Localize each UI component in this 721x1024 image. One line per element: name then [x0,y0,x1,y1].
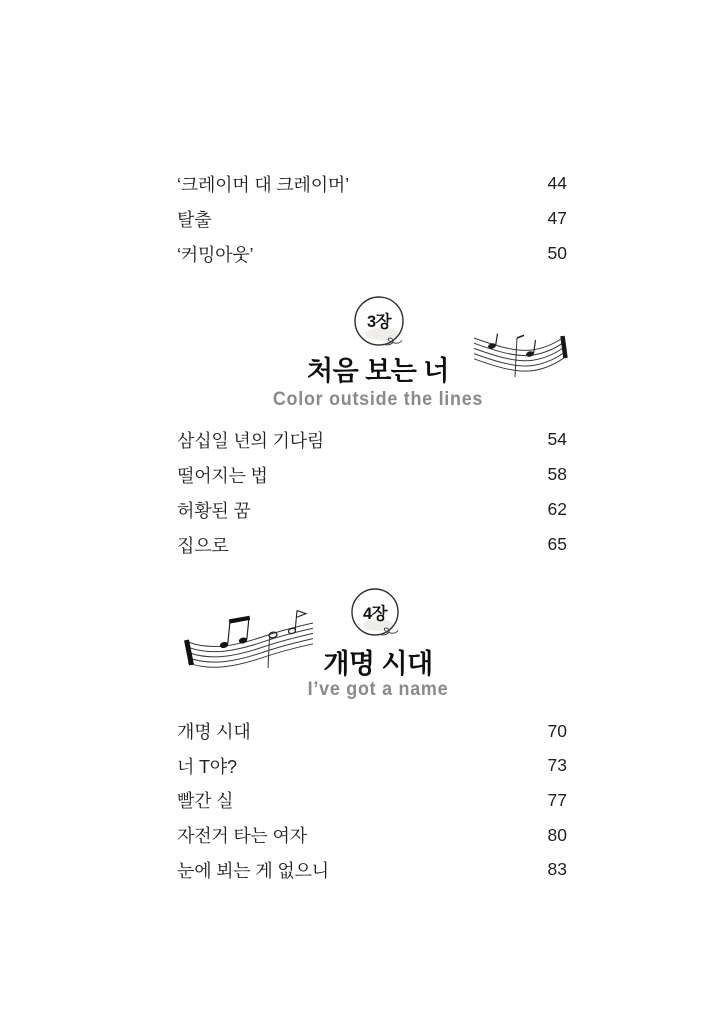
toc-entry [177,783,567,818]
toc-entry-title: ‘크레이머 대 크레이머’ [177,174,349,195]
toc-entry-title: 너 T야? [177,756,237,777]
toc-entry-page-number: 73 [547,755,567,776]
toc-entry-title: 떨어지는 법 [177,465,268,486]
toc-entry-title: 삼십일 년의 기다림 [177,430,325,451]
toc-entry-page-number: 58 [547,464,567,484]
chapter-3-subtitle: Color outside the lines [272,388,484,410]
chapter-4-badge-label: 4장 [362,605,388,623]
toc-entry [177,818,567,853]
toc-entry [177,236,567,271]
toc-entry [177,749,567,784]
chapter-4-badge [347,586,405,644]
toc-entry-page-number: 50 [547,243,567,263]
toc-entry-title: 개명 시대 [177,722,251,743]
chapter-3-toc-list [177,422,567,562]
toc-entry-title: 탈출 [177,209,212,230]
toc-entry-page-number: 65 [547,534,567,554]
toc-entry-title: 허황된 꿈 [177,500,251,521]
toc-entry [177,852,567,887]
toc-entry [177,166,567,201]
toc-entry [177,714,567,749]
toc-entry-title: 자전거 타는 여자 [177,826,307,847]
toc-entry-page-number: 83 [547,859,567,880]
toc-entry [177,201,567,236]
toc-front-list [177,166,567,271]
toc-entry [177,457,567,492]
toc-entry [177,492,567,527]
toc-entry-page-number: 80 [547,824,567,845]
toc-entry-page-number: 77 [547,789,567,810]
chapter-4-toc-list [177,714,567,887]
toc-entry [177,422,567,457]
toc-entry-page-number: 70 [547,720,567,741]
toc-entry-title: 빨간 실 [177,791,234,812]
toc-entry-page-number: 62 [547,499,567,519]
toc-entry-title: 집으로 [177,535,229,556]
toc-entry-page-number: 44 [547,173,567,193]
chapter-3-badge [351,294,409,352]
chapter-4-title: 개명 시대 [323,649,433,679]
toc-entry [177,527,567,562]
toc-entry-page-number: 47 [547,208,567,228]
chapter-4-subtitle: I’ve got a name [307,678,449,700]
toc-entry-title: 눈에 뵈는 게 없으니 [177,860,329,881]
toc-entry-title: ‘커밍아웃’ [177,244,254,265]
chapter-3-badge-label: 3장 [366,313,392,331]
toc-entry-page-number: 54 [547,429,567,449]
chapter-3-title: 처음 보는 너 [307,356,449,386]
